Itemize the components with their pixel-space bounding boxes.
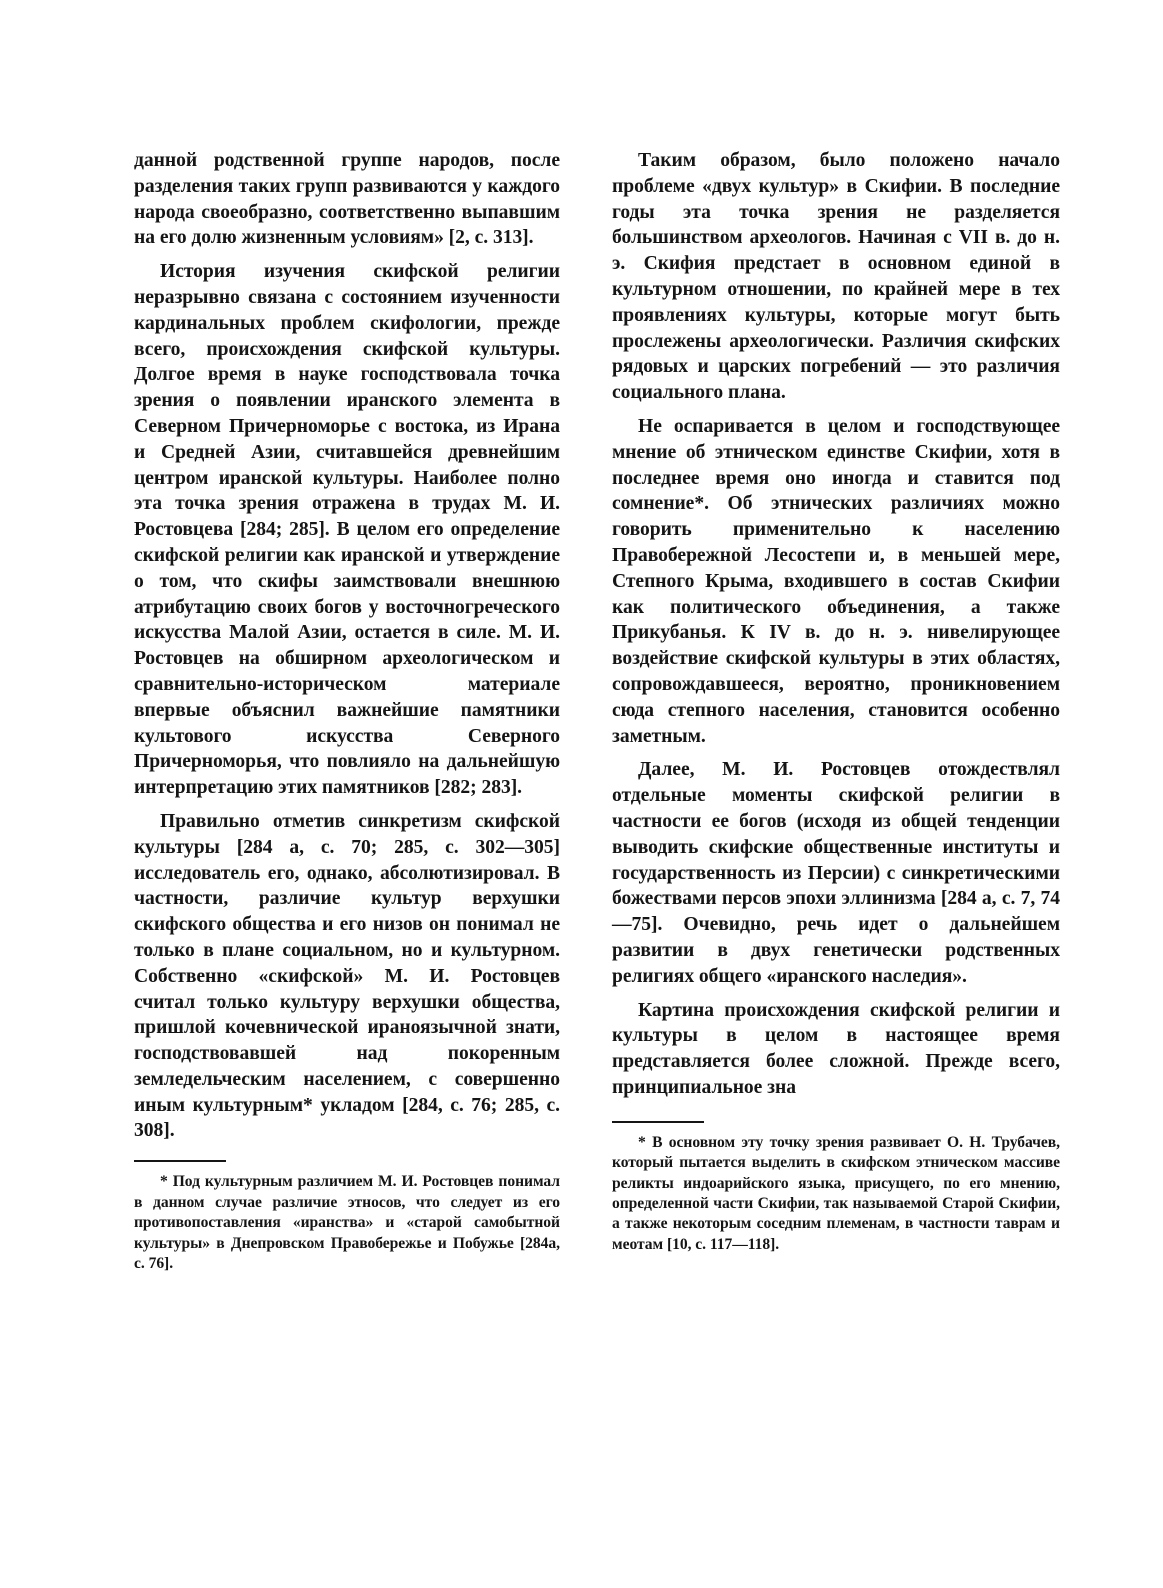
paragraph: Не оспаривается в целом и господствующее мнение об этническом единстве Скифии, хотя в последнее время оно иногда и ставится под сомнение*. Об этнических различиях можно говорить применительно к населению Правобережной Лесостепи и, в меньшей мере, Степного Крыма, входившего в состав Скифии как политического объединения, а также Прикубанья. К IV в. до н. э. нивелирующее воздействие скифской культуры в этих областях, сопровождавшееся, вероятно, проникновением сюда степного населения, становится особенно заметным. [612, 415, 1060, 747]
footnote-divider [612, 1121, 704, 1123]
paragraph-continuation: данной родственной группе народов, после разделения таких групп развиваются у каждого народа своеобразно, соответственно выпавшим на его долю жизненным условиям» [2, с. 313]. [134, 150, 560, 249]
left-column [134, 148, 560, 1274]
footnote: * Под культурным различием М. И. Ростовцев понимал в данном случае различие этносов, что следует из его противопоставления «иранства» и «старой самобытной культуры» в Днепровском Правобережье и Побужье [284а, с. 76]. [134, 1173, 560, 1272]
paragraph: Правильно отметив синкретизм скифской культуры [284 а, с. 70; 285, с. 302—305] исследователь его, однако, абсолютизировал. В частности, различие культур верхушки скифского общества и его низов он понимал не только в плане социальном, но и культурном. Собственно «скифской» М. И. Ростовцев считал только культуру верхушки общества, пришлой кочевнической ираноязычной знати, господствовавшей над покоренным земледельческим населением, с совершенно иным культурным* укладом [284, с. 76; 285, с. 308]. [134, 810, 560, 1142]
paragraph: Картина происхождения скифской религии и культуры в целом в настоящее время представляется более сложной. Прежде всего, принципиальное зна [612, 999, 1060, 1098]
right-column [612, 148, 1060, 1255]
paragraph: Таким образом, было положено начало проблеме «двух культур» в Скифии. В последние годы эта точка зрения не разделяется большинством археологов. Начиная с VII в. до н. э. Скифия предстает в основном единой в культурном отношении, по крайней мере в тех проявлениях культуры, которые могут быть прослежены археологически. Различия скифских рядовых и царских погребений — это различия социального плана. [612, 150, 1060, 404]
paragraph: История изучения скифской религии неразрывно связана с состоянием изученности кардинальных проблем скифологии, прежде всего, происхождения скифской культуры. Долгое время в науке господствовала точка зрения о появлении иранского элемента в Северном Причерноморье с востока, из Ирана и Средней Азии, считавшейся древнейшим центром иранской культуры. Наиболее полно эта точка зрения отражена в трудах М. И. Ростовцева [284; 285]. В целом его определение скифской религии как иранской и утверждение о том, что скифы заимствовали внешнюю атрибутацию своих богов у восточногреческого искусства Малой Азии, остается в силе. М. И. Ростовцев на обширном археологическом и сравнительно-историческом материале впервые объяснил важнейшие памятники культового искусства Северного Причерноморья, что повлияло на дальнейшую интерпретацию этих памятников [282; 283]. [134, 261, 560, 799]
paragraph: Далее, М. И. Ростовцев отождествлял отдельные моменты скифской религии в частности ее богов (исходя из общей тенденции выводить скифские общественные институты и государственность из Персии) с синкретическими божествами персов эпохи эллинизма [284 а, с. 7, 74—75]. Очевидно, речь идет о дальнейшем развитии в двух генетически родственных религиях общего «иранского наследия». [612, 759, 1060, 987]
footnote: * В основном эту точку зрения развивает О. Н. Трубачев, который пытается выделить в скифском этническом массиве реликты индоарийского языка, присущего, по его мнению, определенной части Скифии, так называемой Старой Скифии, а также некоторым соседним племенам, в частности таврам и меотам [10, с. 117—118]. [612, 1133, 1060, 1253]
footnote-divider [134, 1160, 226, 1162]
